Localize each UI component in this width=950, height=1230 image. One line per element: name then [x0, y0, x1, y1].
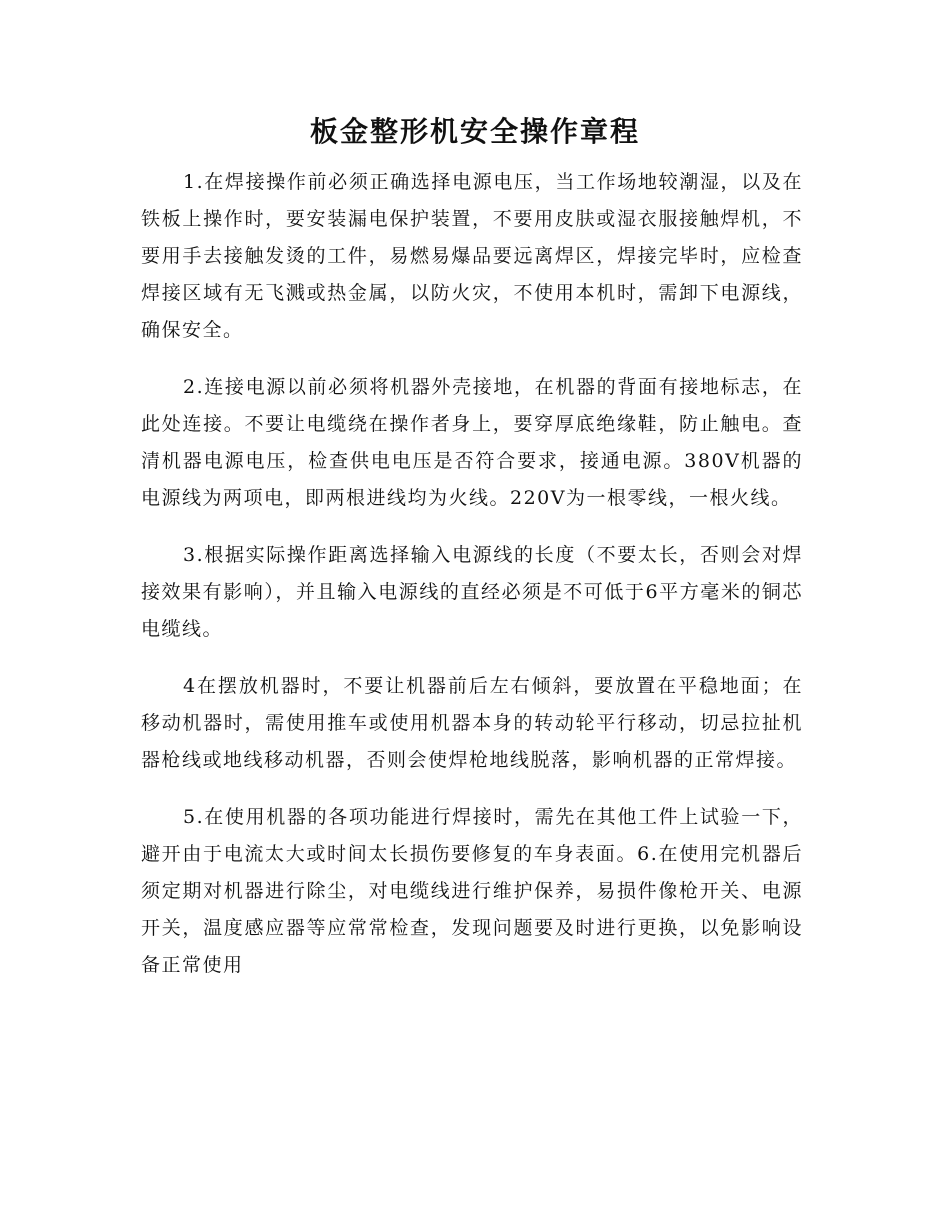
paragraph-1: 1.在焊接操作前必须正确选择电源电压，当工作场地较潮湿，以及在铁板上操作时，要安装漏电保护装置，不要用皮肤或湿衣服接触焊机，不要用手去接触发烫的工件，易燃易爆品要远离焊区，焊接完毕时，应检查焊接区域有无飞溅或热金属，以防火灾，不使用本机时，需卸下电源线，确保安全。: [141, 171, 803, 341]
paragraph-5: 5.在使用机器的各项功能进行焊接时，需先在其他工件上试验一下，避开由于电流太大或时间太长损伤要修复的车身表面。6.在使用完机器后须定期对机器进行除尘，对电缆线进行维护保养，易损件像枪开关、电源开关，温度感应器等应常常检查，发现问题要及时进行更换，以免影响设备正常使用: [141, 806, 803, 976]
document-body: [141, 164, 803, 1004]
paragraph-2: 2.连接电源以前必须将机器外壳接地，在机器的背面有接地标志，在此处连接。不要让电缆绕在操作者身上，要穿厚底绝缘鞋，防止触电。查清机器电源电压，检查供电电压是否符合要求，接通电源。380V机器的电源线为两项电，即两根进线均为火线。220V为一根零线，一根火线。: [141, 376, 803, 509]
paragraph-4: 4在摆放机器时，不要让机器前后左右倾斜，要放置在平稳地面；在移动机器时，需使用推车或使用机器本身的转动轮平行移动，切忌拉扯机器枪线或地线移动机器，否则会使焊枪地线脱落，影响机器的正常焊接。: [141, 675, 803, 771]
paragraph-3: 3.根据实际操作距离选择输入电源线的长度（不要太长，否则会对焊接效果有影响），并且输入电源线的直经必须是不可低于6平方毫米的铜芯电缆线。: [141, 544, 803, 640]
document-title: 板金整形机安全操作章程: [309, 115, 640, 148]
